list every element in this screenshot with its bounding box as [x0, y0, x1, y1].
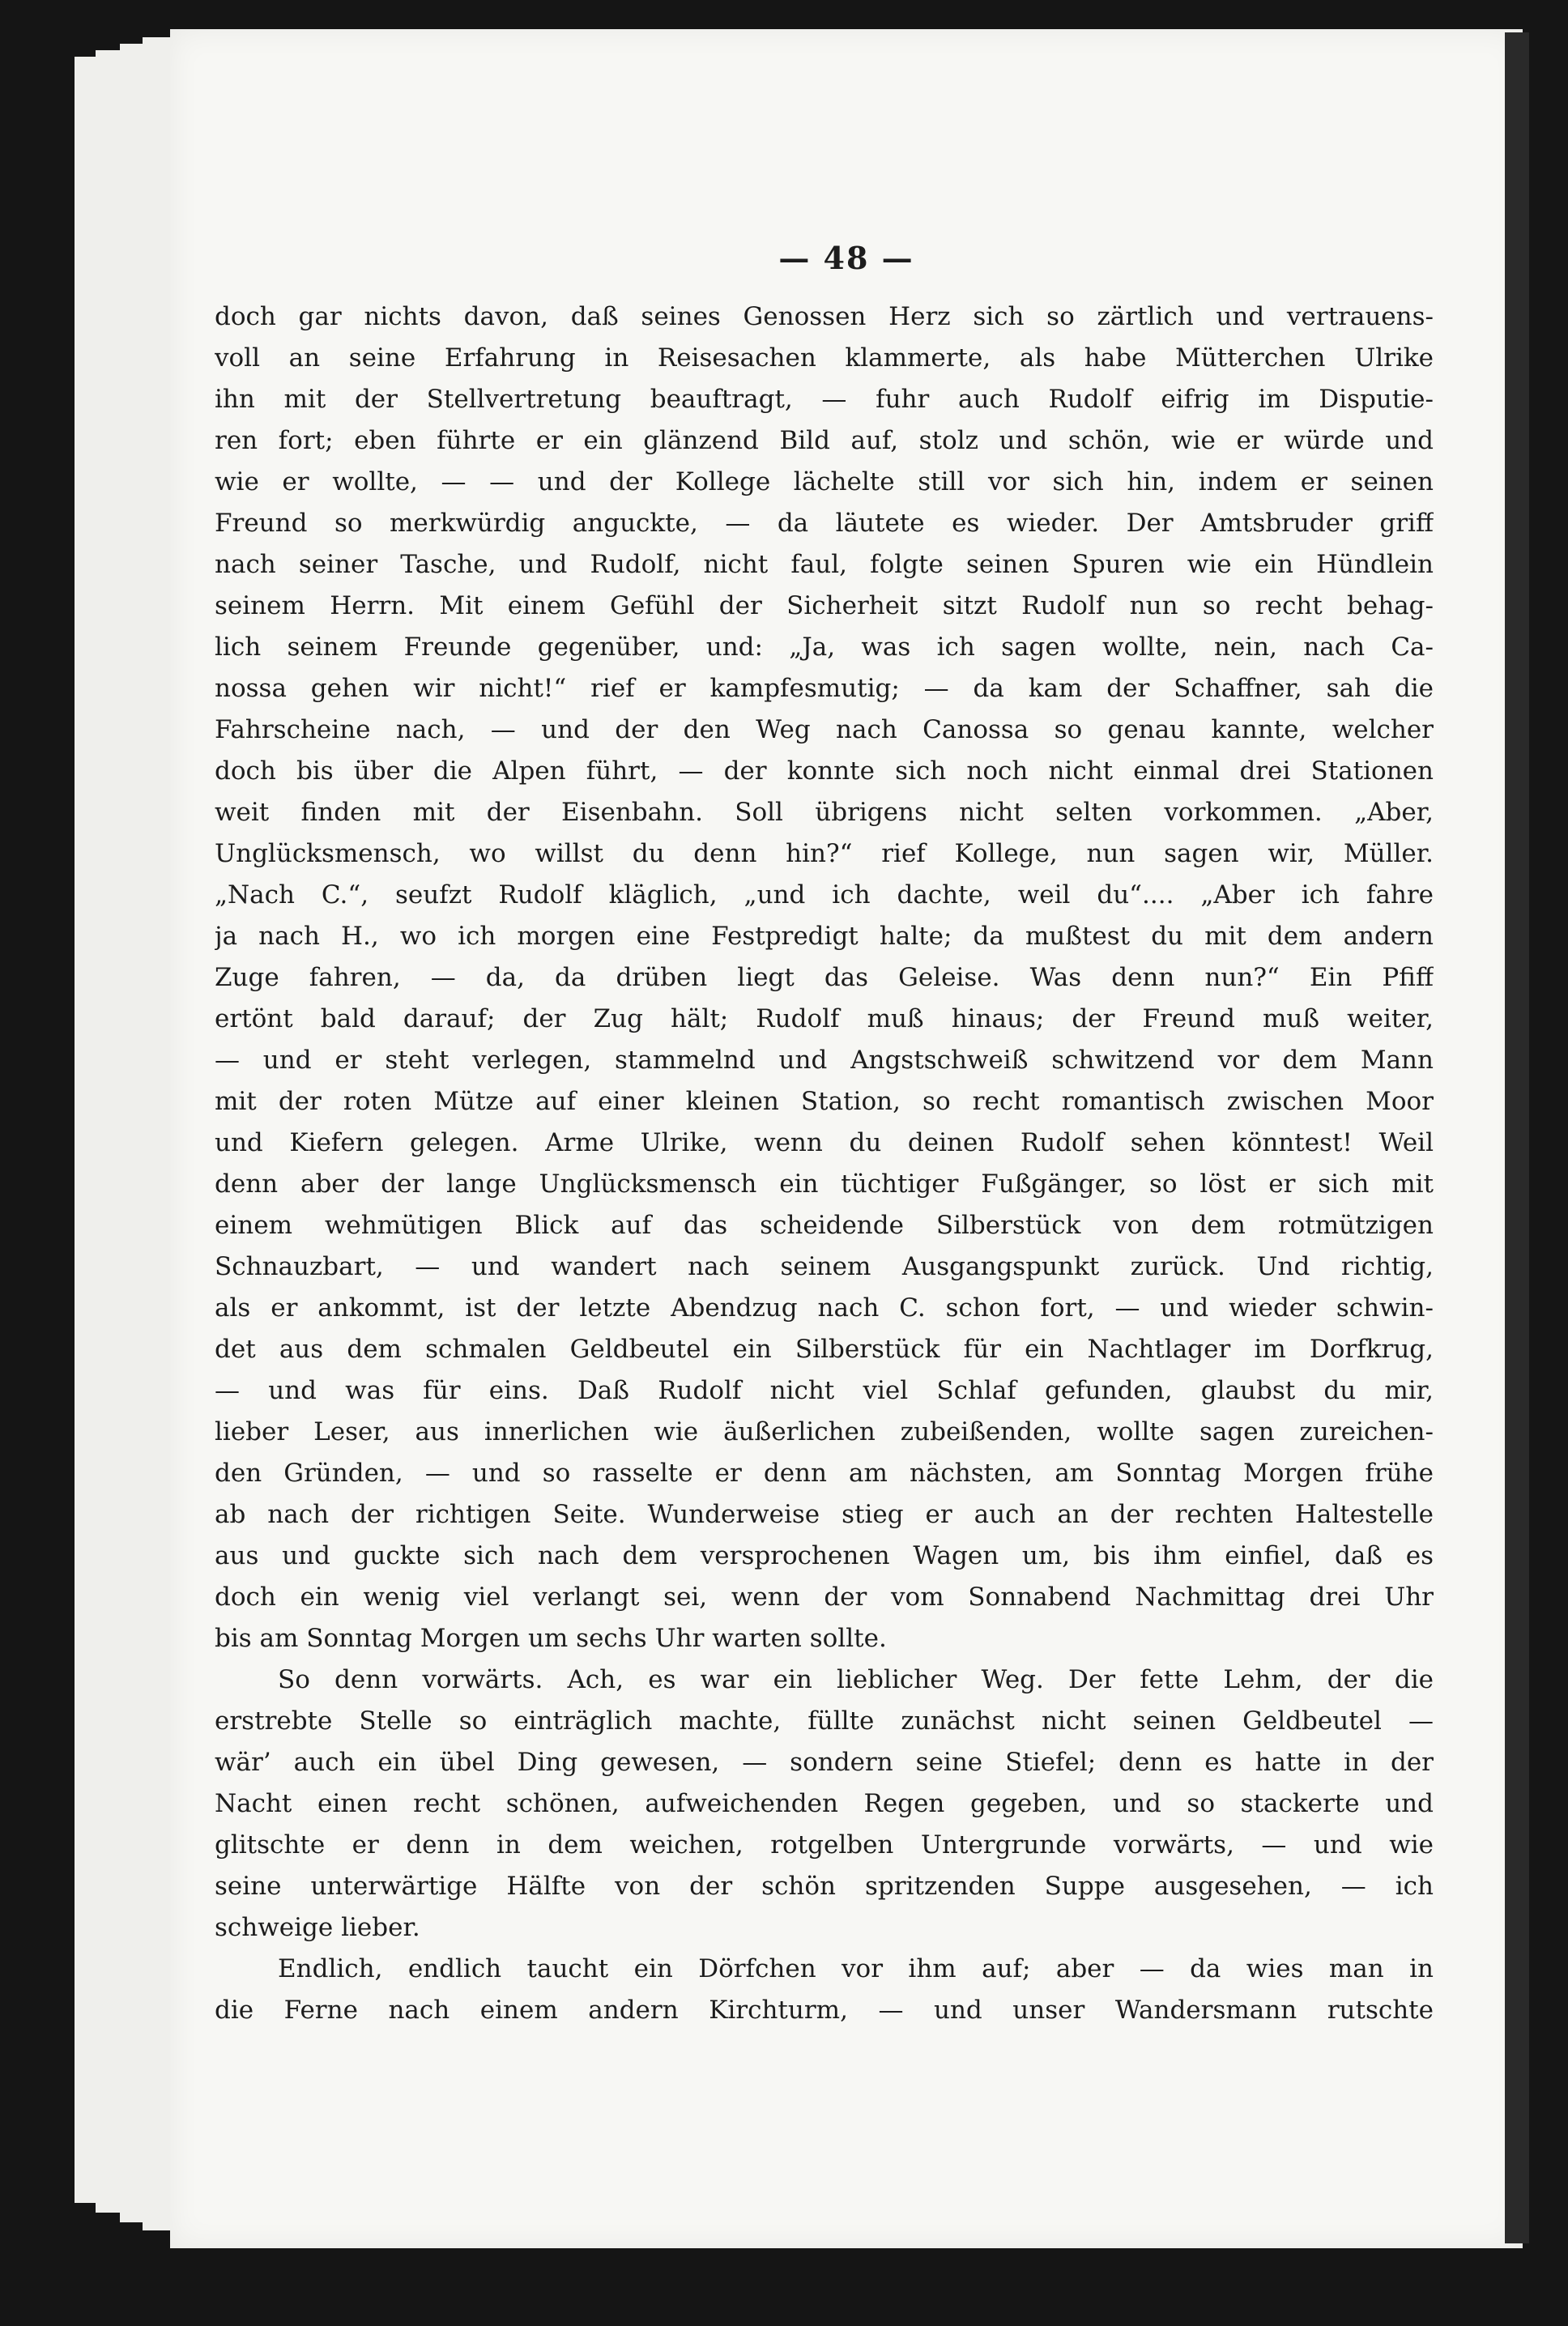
text-line: die Ferne nach einem andern Kirchturm, — und unser Wandersmann rutschte	[215, 1996, 1434, 2025]
text-line: seine unterwärtige Hälfte von der schön spritzenden Suppe ausgesehen, — ich	[215, 1872, 1434, 1901]
text-line: wär’ auch ein übel Ding gewesen, — sondern seine Stiefel; denn es hatte in der	[215, 1748, 1434, 1777]
text-line: doch gar nichts davon, daß seines Genossen Herz sich so zärtlich und vertrauens-	[215, 302, 1434, 331]
text-line: bis am Sonntag Morgen um sechs Uhr warten sollte.	[215, 1624, 887, 1653]
text-line: — und er steht verlegen, stammelnd und Angstschweiß schwitzend vor dem Mann	[215, 1046, 1434, 1075]
text-line: ren fort; eben führte er ein glänzend Bild auf, stolz und schön, wie er würde und	[215, 426, 1434, 455]
text-line: den Gründen, — und so rasselte er denn am nächsten, am Sonntag Morgen frühe	[215, 1459, 1434, 1488]
text-line: erstrebte Stelle so einträglich machte, füllte zunächst nicht seinen Geldbeutel —	[215, 1706, 1434, 1736]
text-line: ab nach der richtigen Seite. Wunderweise stieg er auch an der rechten Haltestelle	[215, 1500, 1434, 1529]
text-line: Unglücksmensch, wo willst du denn hin?“ rief Kollege, nun sagen wir, Müller.	[215, 839, 1434, 868]
text-line: lich seinem Freunde gegenüber, und: „Ja, was ich sagen wollte, nein, nach Ca-	[215, 633, 1434, 662]
text-line: mit der roten Mütze auf einer kleinen Station, so recht romantisch zwischen Moor	[215, 1087, 1434, 1116]
page-text	[215, 296, 1434, 2031]
text-line: So denn vorwärts. Ach, es war ein lieblicher Weg. Der fette Lehm, der die	[278, 1665, 1434, 1694]
text-line: wie er wollte, — — und der Kollege lächelte still vor sich hin, indem er seinen	[215, 467, 1434, 496]
text-line: aus und guckte sich nach dem versprochenen Wagen um, bis ihm einfiel, daß es	[215, 1541, 1434, 1570]
text-line: als er ankommt, ist der letzte Abendzug nach C. schon fort, — und wieder schwin-	[215, 1293, 1434, 1323]
text-line: doch ein wenig viel verlangt sei, wenn der vom Sonnabend Nachmittag drei Uhr	[215, 1583, 1434, 1612]
text-line: weit finden mit der Eisenbahn. Soll übrigens nicht selten vorkommen. „Aber,	[215, 798, 1434, 827]
text-line: — und was für eins. Daß Rudolf nicht viel Schlaf gefunden, glaubst du mir,	[215, 1376, 1434, 1405]
text-line: lieber Leser, aus innerlichen wie äußerlichen zubeißenden, wollte sagen zureichen-	[215, 1417, 1434, 1446]
text-line: seinem Herrn. Mit einem Gefühl der Sicherheit sitzt Rudolf nun so recht behag-	[215, 591, 1434, 620]
text-line: ihn mit der Stellvertretung beauftragt, — fuhr auch Rudolf eifrig im Disputie-	[215, 385, 1434, 414]
text-line: glitschte er denn in dem weichen, rotgelben Untergrunde vorwärts, — und wie	[215, 1830, 1434, 1860]
text-line: Zuge fahren, — da, da drüben liegt das Geleise. Was denn nun?“ Ein Pfiff	[215, 963, 1434, 992]
text-line: doch bis über die Alpen führt, — der konnte sich noch nicht einmal drei Stationen	[215, 756, 1434, 786]
text-line: einem wehmütigen Blick auf das scheidende Silberstück von dem rotmützigen	[215, 1211, 1434, 1240]
text-line: denn aber der lange Unglücksmensch ein tüchtiger Fußgänger, so löst er sich mit	[215, 1169, 1434, 1199]
text-line: nossa gehen wir nicht!“ rief er kampfesmutig; — da kam der Schaffner, sah die	[215, 674, 1434, 703]
text-line: Schnauzbart, — und wandert nach seinem Ausgangspunkt zurück. Und richtig,	[215, 1252, 1434, 1281]
text-line: ertönt bald darauf; der Zug hält; Rudolf muß hinaus; der Freund muß weiter,	[215, 1004, 1434, 1033]
text-line: ja nach H., wo ich morgen eine Festpredigt halte; da mußtest du mit dem andern	[215, 922, 1434, 951]
text-line: det aus dem schmalen Geldbeutel ein Silberstück für ein Nachtlager im Dorfkrug,	[215, 1335, 1434, 1364]
text-line: schweige lieber.	[215, 1913, 420, 1942]
text-line: Freund so merkwürdig anguckte, — da läutete es wieder. Der Amtsbruder griff	[215, 509, 1434, 538]
book-gutter	[1505, 32, 1529, 2243]
text-line: und Kiefern gelegen. Arme Ulrike, wenn du deinen Rudolf sehen könntest! Weil	[215, 1128, 1434, 1157]
text-line: Nacht einen recht schönen, aufweichenden Regen gegeben, und so stackerte und	[215, 1789, 1434, 1818]
text-line: „Nach C.“, seufzt Rudolf kläglich, „und ich dachte, weil du“.... „Aber ich fahre	[215, 880, 1434, 910]
text-line: Fahrscheine nach, — und der den Weg nach Canossa so genau kannte, welcher	[215, 715, 1434, 744]
text-line: Endlich, endlich taucht ein Dörfchen vor ihm auf; aber — da wies man in	[278, 1954, 1434, 1983]
text-line: voll an seine Erfahrung in Reisesachen klammerte, als habe Mütterchen Ulrike	[215, 343, 1434, 373]
text-line: nach seiner Tasche, und Rudolf, nicht faul, folgte seinen Spuren wie ein Hündlein	[215, 550, 1434, 579]
page-number: — 48 —	[778, 240, 914, 276]
